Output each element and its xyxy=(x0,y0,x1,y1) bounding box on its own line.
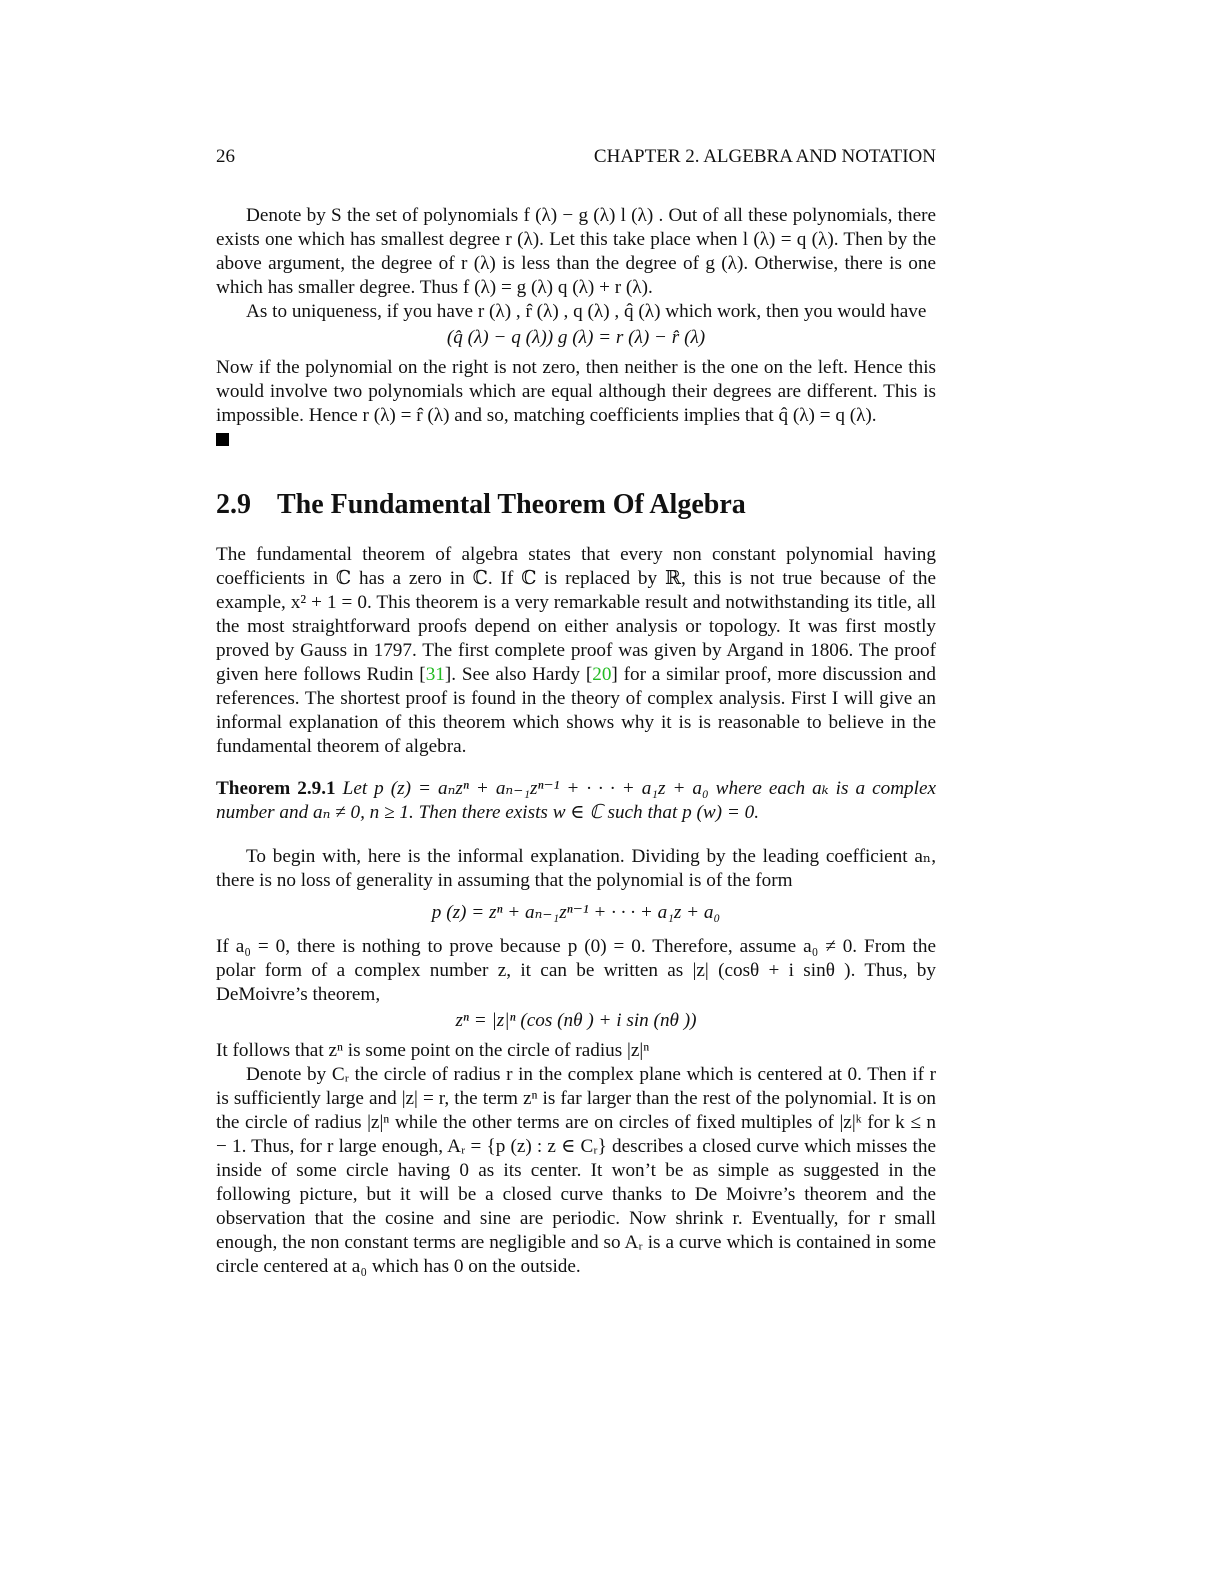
qed-square-icon xyxy=(216,433,229,446)
paragraph-proof-1: Denote by S the set of polynomials f (λ) − g (λ) l (λ) . Out of all these polynomials, there exists one which has smallest degree r (λ). Let this take place when l (λ) = q (λ). Then by the above argument, the degree of r (λ) is less than the degree of g (λ). Otherwise, there is one which has smaller degree. Thus f (λ) = g (λ) q (λ) + r (λ). xyxy=(216,205,936,298)
running-head xyxy=(216,146,936,174)
theorem-label: Theorem 2.9.1 xyxy=(216,778,336,799)
paragraph-explanation-1: To begin with, here is the informal explanation. Dividing by the leading coefficient aₙ, there is no loss of generality in assuming that the polynomial is of the form xyxy=(216,846,936,891)
paragraph-explanation-3: It follows that zⁿ is some point on the circle of radius |z|ⁿ xyxy=(216,1040,650,1061)
theorem-block xyxy=(216,777,936,825)
theorem-statement: Let p (z) = aₙzⁿ + aₙ₋₁zⁿ⁻¹ + · · · + a₁z + a₀ where each aₖ is a complex number and aₙ ≠ 0, n ≥ 1. Then there exists w ∈ ℂ such that p (w) = 0. xyxy=(216,778,937,823)
paragraph-intro xyxy=(216,543,936,759)
equation-demoivre: zⁿ = |z|ⁿ (cos (nθ ) + i sin (nθ )) xyxy=(455,1010,697,1031)
intro-text-3: ] for a similar proof, more discussion and references. The shortest proof is found in the theory of complex analysis. First I will give an informal explanation of this theorem which shows why it is is reasonable to believe in the fundamental theorem of algebra. xyxy=(216,664,936,757)
page xyxy=(216,146,936,1279)
paragraph-proof-2: As to uniqueness, if you have r (λ) , r̂ (λ) , q (λ) , q̂ (λ) which work, then you would have xyxy=(246,301,927,322)
section-heading xyxy=(216,489,936,521)
paragraph-proof-3: Now if the polynomial on the right is not zero, then neither is the one on the left. Hence this would involve two polynomials which are equal although their degrees are different. This is impossible. Hence r (λ) = r̂ (λ) and so, matching coefficients implies that q̂ (λ) = q (λ). xyxy=(216,357,936,426)
page-number: 26 xyxy=(216,146,235,167)
section-title: The Fundamental Theorem Of Algebra xyxy=(277,489,746,520)
citation-link-hardy[interactable]: 20 xyxy=(592,664,612,685)
intro-text-1: The fundamental theorem of algebra states that every non constant polynomial having coefficients in ℂ has a zero in ℂ. If ℂ is replaced by ℝ, this is not true because of the example, x² + 1 = 0. This theorem is a very remarkable result and notwithstanding its title, all the most straightforward proofs depend on either analysis or topology. It was first mostly proved by Gauss in 1797. The first complete proof was given by Argand in 1806. The proof given here follows Rudin [ xyxy=(216,544,936,685)
citation-link-rudin[interactable]: 31 xyxy=(425,664,445,685)
paragraph-explanation-2: If a₀ = 0, there is nothing to prove because p (0) = 0. Therefore, assume a₀ ≠ 0. From the polar form of a complex number z, it can be written as |z| (cosθ + i sinθ ). Thus, by DeMoivre’s theorem, xyxy=(216,936,936,1005)
chapter-title: CHAPTER 2. ALGEBRA AND NOTATION xyxy=(593,146,936,167)
section-number: 2.9 xyxy=(216,489,251,520)
paragraph-explanation-4: Denote by Cᵣ the circle of radius r in the complex plane which is centered at 0. Then if r is sufficiently large and |z| = r, the term zⁿ is far larger than the rest of the polynomial. It is on the circle of radius |z|ⁿ while the other terms are on circles of fixed multiples of |z|ᵏ for k ≤ n − 1. Thus, for r large enough, Aᵣ = {p (z) : z ∈ Cᵣ} describes a closed curve which misses the inside of some circle having 0 as its center. It won’t be as simple as suggested in the following picture, but it will be a closed curve thanks to De Moivre’s theorem and the observation that the cosine and sine are periodic. Now shrink r. Eventually, for r small enough, the non constant terms are negligible and so Aᵣ is a curve which is contained in some circle centered at a₀ which has 0 on the outside. xyxy=(216,1064,936,1277)
equation-monic-polynomial: p (z) = zⁿ + aₙ₋₁zⁿ⁻¹ + · · · + a₁z + a₀ xyxy=(431,902,721,923)
intro-text-2: ]. See also Hardy [ xyxy=(444,664,593,685)
equation-uniqueness: (q̂ (λ) − q (λ)) g (λ) = r (λ) − r̂ (λ) xyxy=(446,327,706,348)
